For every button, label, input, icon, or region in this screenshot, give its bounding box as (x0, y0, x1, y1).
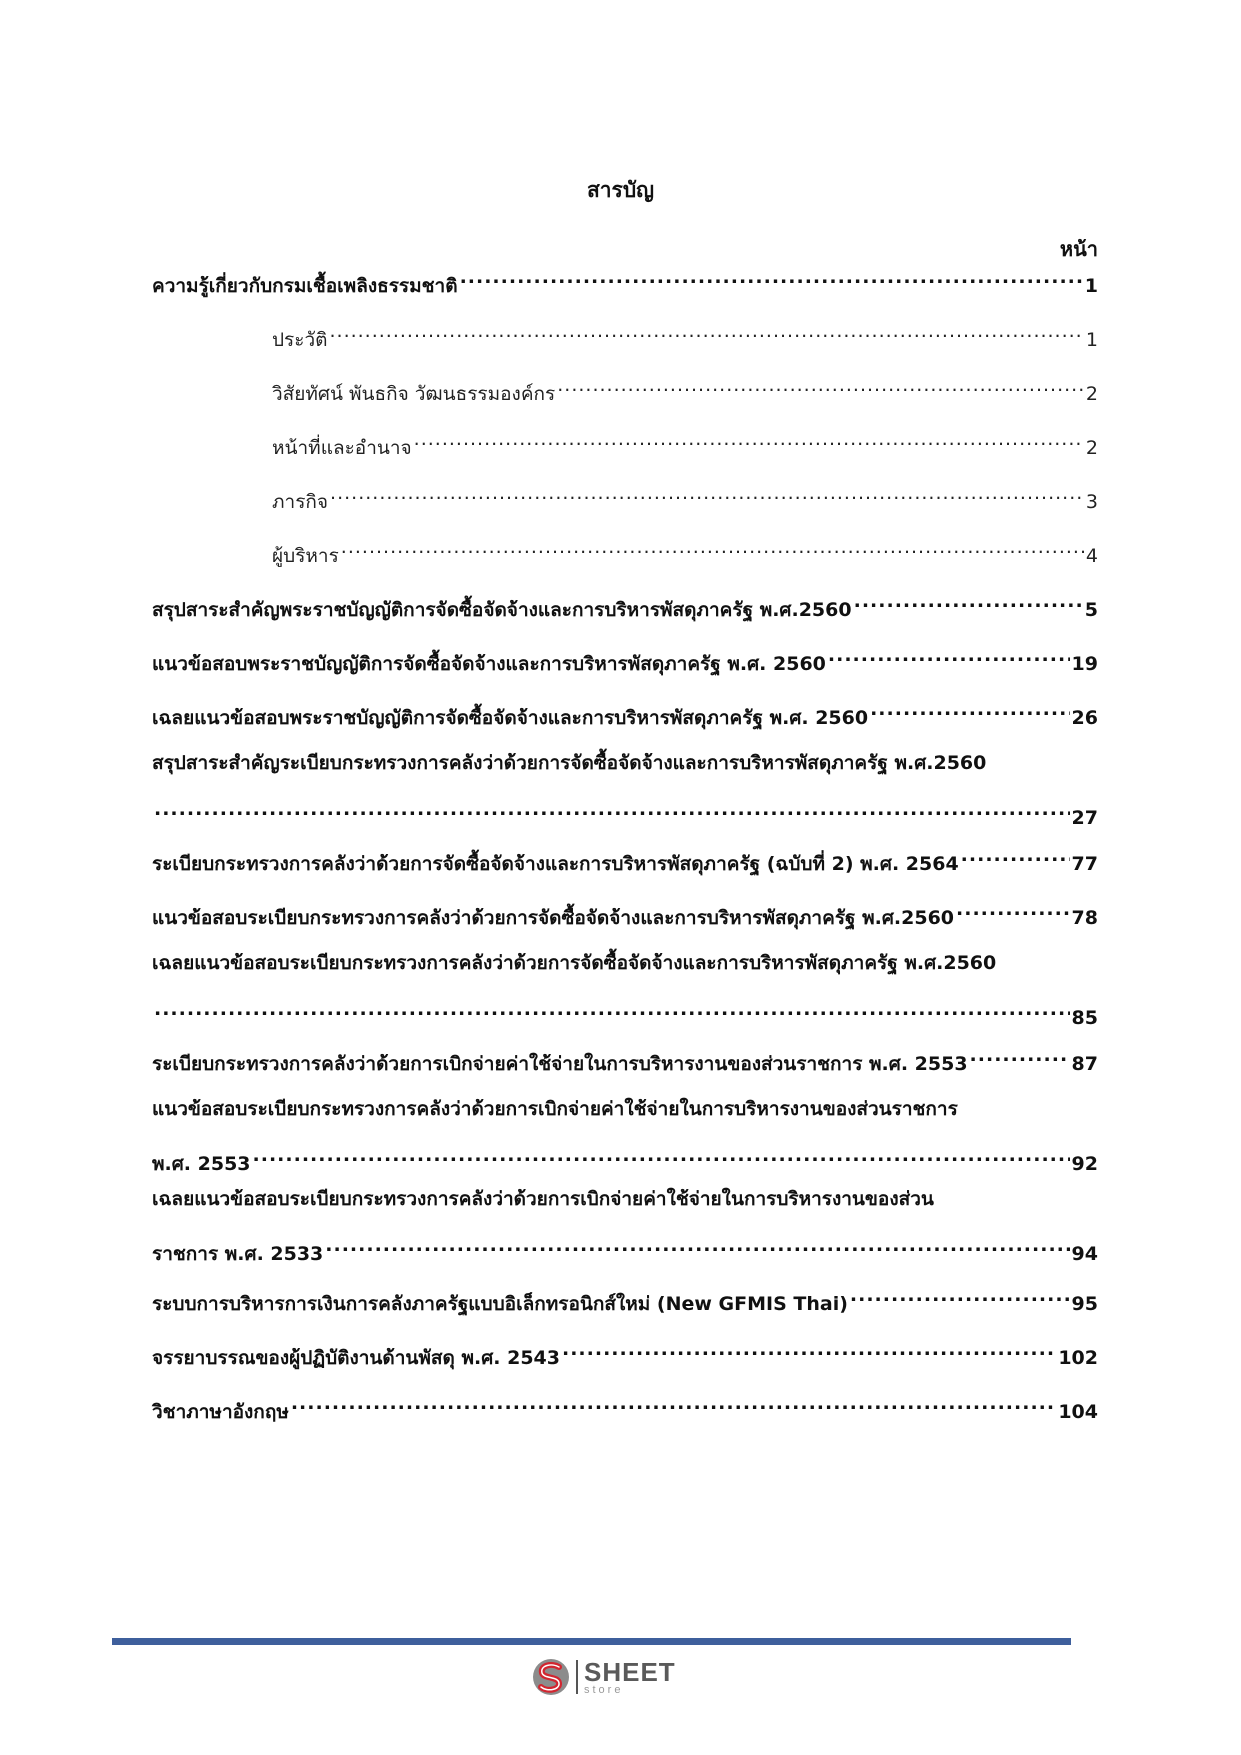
toc-dot-leader (154, 794, 1070, 824)
toc-page-number: 102 (1058, 1347, 1098, 1369)
toc-entry-title: หน้าที่และอำนาจ (272, 437, 412, 459)
toc-entry-title: ราชการ พ.ศ. 2533 (152, 1243, 324, 1265)
toc-entry-title: แนวข้อสอบพระราชบัญญัติการจัดซื้อจัดจ้างและการบริหารพัสดุภาครัฐ พ.ศ. 2560 (152, 653, 826, 675)
toc-entry-title: ระเบียบกระทรวงการคลังว่าด้วยการจัดซื้อจัดจ้างและการบริหารพัสดุภาครัฐ (ฉบับที่ 2) พ.ศ. 2564 (152, 853, 959, 875)
toc-dot-leader (854, 586, 1083, 616)
toc-dot-leader (562, 1334, 1056, 1364)
toc-entry-title: ความรู้เกี่ยวกับกรมเชื้อเพลิงธรรมชาติ (152, 275, 458, 297)
toc-entry-title: ระบบการบริหารการเงินการคลังภาครัฐแบบอิเล็กทรอนิกส์ใหม่ (New GFMIS Thai) (152, 1293, 848, 1315)
toc-entry-title: แนวข้อสอบระเบียบกระทรวงการคลังว่าด้วยการเบิกจ่ายค่าใช้จ่ายในการบริหารงานของส่วนราชการ (152, 1098, 958, 1120)
toc-entry[interactable] (152, 586, 1098, 621)
toc-entry[interactable] (152, 1040, 1098, 1075)
toc-page-number: 87 (1071, 1053, 1098, 1075)
toc-dot-leader (970, 1040, 1070, 1070)
toc-dot-leader (253, 1140, 1070, 1170)
toc-entry-title: ผู้บริหาร (272, 545, 339, 567)
toc-entry-title: เฉลยแนวข้อสอบระเบียบกระทรวงการคลังว่าด้วยการเบิกจ่ายค่าใช้จ่ายในการบริหารงานของส่วน (152, 1188, 934, 1210)
toc-entry-title: วิชาภาษาอังกฤษ (152, 1401, 289, 1423)
toc-entry-title: ภารกิจ (272, 491, 329, 513)
brand-main: SHEET (584, 1656, 676, 1687)
footer-divider (112, 1638, 1071, 1645)
toc-page-number: 77 (1071, 853, 1098, 875)
toc-page-number: 19 (1071, 653, 1098, 675)
toc-entry[interactable] (152, 1184, 1098, 1265)
toc-dot-leader (961, 840, 1070, 870)
toc-entry[interactable] (152, 1334, 1098, 1369)
toc-dot-leader (850, 1280, 1070, 1310)
toc-entry[interactable] (152, 1388, 1098, 1423)
toc-page-number: 78 (1071, 907, 1098, 929)
toc-entry[interactable] (152, 1280, 1098, 1315)
toc-dot-leader (460, 262, 1083, 292)
toc-page-number: 5 (1084, 599, 1098, 621)
toc-page-number: 1 (1085, 329, 1098, 351)
toc-page-number: 26 (1071, 707, 1098, 729)
toc-dot-leader (341, 532, 1084, 562)
toc-page-number: 1 (1084, 275, 1098, 297)
toc-entry[interactable] (152, 640, 1098, 675)
toc-entry[interactable] (272, 424, 1098, 459)
toc-entry[interactable] (272, 370, 1098, 405)
toc-entry[interactable] (272, 478, 1098, 513)
toc-entry[interactable] (152, 948, 1098, 1029)
toc-entry-title: ระเบียบกระทรวงการคลังว่าด้วยการเบิกจ่ายค่าใช้จ่ายในการบริหารงานของส่วนราชการ พ.ศ. 2553 (152, 1053, 968, 1075)
toc-entry[interactable] (152, 1094, 1098, 1175)
toc-dot-leader (956, 894, 1070, 924)
page-title: สารบัญ (586, 178, 655, 202)
page-column-label: หน้า (1059, 237, 1098, 261)
toc-dot-leader (414, 424, 1084, 454)
toc-page-number: 104 (1058, 1401, 1098, 1423)
toc-page-number: 95 (1071, 1293, 1098, 1315)
toc-dot-leader (828, 640, 1070, 670)
toc-entry-title: เฉลยแนวข้อสอบพระราชบัญญัติการจัดซื้อจัดจ้างและการบริหารพัสดุภาครัฐ พ.ศ. 2560 (152, 707, 869, 729)
toc-page-number: 3 (1085, 491, 1098, 513)
logo-separator (576, 1660, 578, 1694)
toc-page-number: 2 (1085, 437, 1098, 459)
toc-dot-leader (870, 694, 1069, 724)
toc-page-number: 85 (1071, 1007, 1098, 1029)
toc-dot-leader (154, 994, 1070, 1024)
toc-dot-leader (291, 1388, 1056, 1418)
toc-dot-leader (330, 478, 1084, 508)
toc-entry[interactable] (152, 894, 1098, 929)
toc-page-number: 94 (1071, 1243, 1098, 1265)
toc-entry-title: เฉลยแนวข้อสอบระเบียบกระทรวงการคลังว่าด้วยการจัดซื้อจัดจ้างและการบริหารพัสดุภาครัฐ พ.ศ.2560 (152, 952, 997, 974)
toc-dot-leader (557, 370, 1084, 400)
sheet-store-logo-icon (530, 1657, 572, 1697)
toc-entry-title: วิสัยทัศน์ พันธกิจ วัฒนธรรมองค์กร (272, 383, 556, 405)
toc-dot-leader (325, 1230, 1069, 1260)
toc-entry[interactable] (272, 316, 1098, 351)
toc-page-number: 4 (1085, 545, 1098, 567)
toc-entry-title: แนวข้อสอบระเบียบกระทรวงการคลังว่าด้วยการจัดซื้อจัดจ้างและการบริหารพัสดุภาครัฐ พ.ศ.2560 (152, 907, 955, 929)
toc-entry-title: สรุปสาระสำคัญพระราชบัญญัติการจัดซื้อจัดจ้างและการบริหารพัสดุภาครัฐ พ.ศ.2560 (152, 599, 852, 621)
toc-entry[interactable] (152, 840, 1098, 875)
toc-entry[interactable] (152, 262, 1098, 297)
toc-page-number: 27 (1071, 807, 1098, 829)
toc-page-number: 2 (1085, 383, 1098, 405)
brand-sub: store (584, 1683, 624, 1696)
toc-entry-title: ประวัติ (272, 329, 328, 351)
toc-entry-title: จรรยาบรรณของผู้ปฏิบัติงานด้านพัสดุ พ.ศ. 2543 (152, 1347, 560, 1369)
toc-entry[interactable] (272, 532, 1098, 567)
sheet-store-logo (530, 1657, 676, 1697)
toc-entry-title: สรุปสาระสำคัญระเบียบกระทรวงการคลังว่าด้วยการจัดซื้อจัดจ้างและการบริหารพัสดุภาครัฐ พ.ศ.2560 (152, 752, 987, 774)
toc-dot-leader (329, 316, 1083, 346)
toc-entry[interactable] (152, 748, 1098, 829)
toc-entry-title: พ.ศ. 2553 (152, 1153, 251, 1175)
toc-page-number: 92 (1071, 1153, 1098, 1175)
toc-entry[interactable] (152, 694, 1098, 729)
